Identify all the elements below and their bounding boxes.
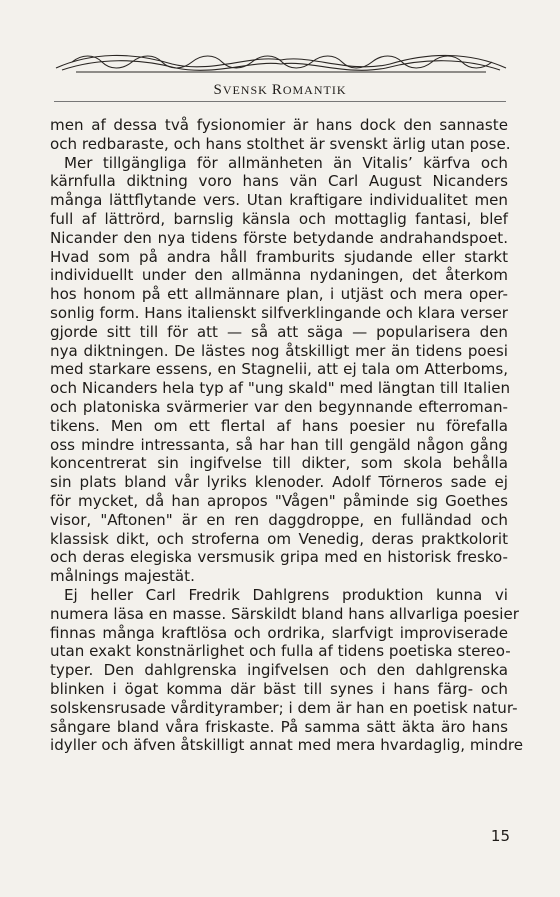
text-line: blinken i ögat komma där bäst till synes i hans färg- och <box>50 679 508 698</box>
header-cap-s: S <box>213 82 223 98</box>
header-rule <box>54 101 506 102</box>
text-line: finnas många kraftlösa och ordrika, slarfvigt improviserade <box>50 623 508 642</box>
header-cap-r: R <box>271 82 283 98</box>
text-line: utan exakt konstnärlighet och fulla af tidens poetiska stereo- <box>50 642 511 661</box>
page-number: 15 <box>490 827 510 845</box>
running-header <box>0 82 560 99</box>
text-line: Ej heller Carl Fredrik Dahlgrens produktion kunna vi <box>64 585 508 604</box>
text-line: för mycket, då han apropos "Vågen" påminde sig Goethes <box>50 491 508 510</box>
text-line: typer. Den dahlgrenska ingifvelsen och den dahlgrenska <box>50 661 508 680</box>
text-line: gjorde sitt till för att — så att säga — popularisera den <box>50 322 508 341</box>
text-line: sin plats bland vår lyriks klenoder. Adolf Törneros sade ej <box>50 473 508 492</box>
text-line: numera läsa en masse. Särskildt bland hans allvarliga poesier <box>50 604 519 623</box>
header-part-2: OMANTIK <box>282 83 347 97</box>
text-line: kärnfulla diktning voro hans vän Carl August Nicanders <box>50 172 508 191</box>
text-line: visor, "Aftonen" är en ren daggdroppe, en fulländad och <box>50 510 508 529</box>
text-line: idyller och äfven åtskilligt annat med mera hvardaglig, mindre <box>50 736 524 755</box>
text-line: och deras elegiska versmusik gripa med en historisk fresko- <box>50 548 508 567</box>
text-line: sonlig form. Hans italienskt silfverklingande och klara verser <box>50 303 508 322</box>
text-line: tikens. Men om ett flertal af hans poesier nu förefalla <box>50 416 508 435</box>
text-line: solskensrusade vårdityramber; i dem är han en poetisk natur- <box>50 698 518 717</box>
text-line: hos honom på ett allmännare plan, i utjäst och mera oper- <box>50 285 508 304</box>
text-line: sångare bland våra friskaste. På samma sätt äkta äro hans <box>50 717 508 736</box>
text-line: många lättflytande vers. Utan kraftigare individualitet men <box>50 191 508 210</box>
text-line: klassisk dikt, och stroferna om Venedig, deras praktkolorit <box>50 529 508 548</box>
text-line: koncentrerat sin ingifvelse till dikter, som skola behålla <box>50 454 508 473</box>
text-line: nya diktningen. De lästes nog åtskilligt mer än tidens poesi <box>50 341 508 360</box>
header-ornament <box>52 50 510 76</box>
text-line: full af lättrörd, barnslig känsla och mottaglig fantasi, blef <box>50 209 508 228</box>
text-line: individuellt under den allmänna nydaningen, det återkom <box>50 266 508 285</box>
text-line: målnings majestät. <box>50 567 195 586</box>
text-line: Nicander den nya tidens förste betydande andrahandspoet. <box>50 228 508 247</box>
text-line: med starkare essens, en Stagnelii, att ej tala om Atterboms, <box>50 360 508 379</box>
body-text <box>50 116 524 755</box>
text-line: och redbaraste, och hans stolthet är svenskt ärlig utan pose. <box>50 134 511 153</box>
header-part-1: VENSK <box>222 83 272 97</box>
text-line: Mer tillgängliga för allmänheten än Vitalis’ kärfva och <box>64 153 508 172</box>
text-line: men af dessa två fysionomier är hans dock den sannaste <box>50 116 508 134</box>
text-line: Hvad som på andra håll framburits sjudande eller starkt <box>50 247 508 266</box>
text-line: oss mindre intressanta, så har han till gengäld någon gång <box>50 435 508 454</box>
text-line: och platoniska svärmerier var den begynnande efterroman- <box>50 397 508 416</box>
text-line: och Nicanders hela typ af "ung skald" med längtan till Italien <box>50 379 511 398</box>
